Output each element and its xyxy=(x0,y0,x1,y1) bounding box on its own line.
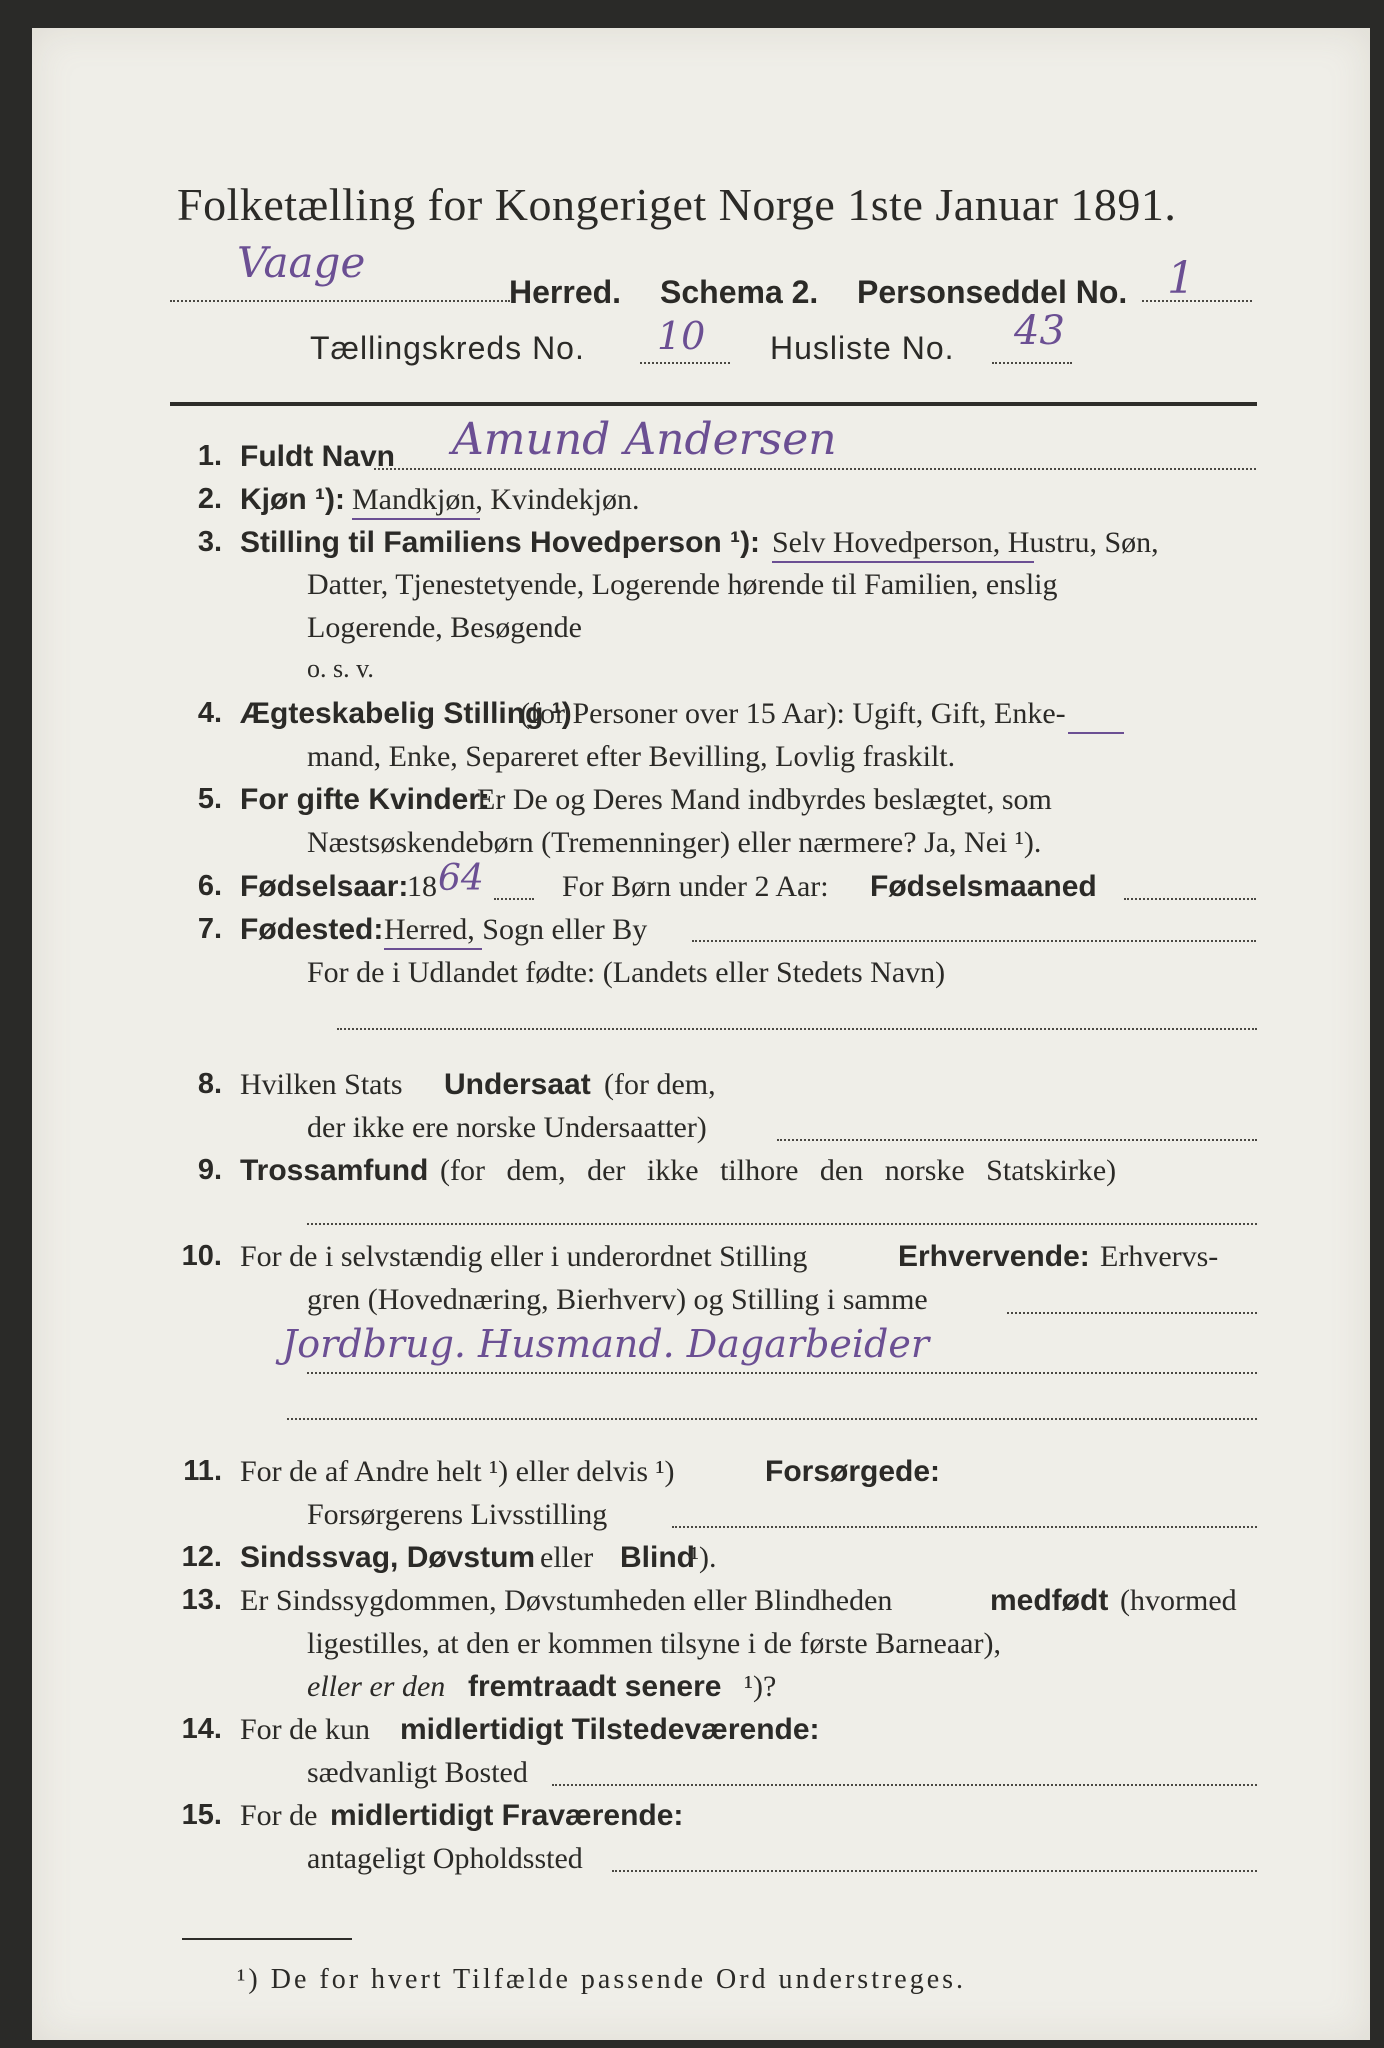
q3-line2: Datter, Tjenestetyende, Logerende hørende til Familien, enslig xyxy=(307,568,1058,601)
q14-line2: sædvanligt Bosted xyxy=(307,1756,528,1789)
q12-number: 12. xyxy=(181,1541,222,1573)
taellingskreds-dotted-line xyxy=(640,362,730,364)
taellingskreds-label: Tællingskreds No. xyxy=(310,330,585,366)
q14-dotted-line xyxy=(552,1784,1257,1786)
q6-dotted-line xyxy=(494,898,534,900)
q8-number: 8. xyxy=(197,1068,222,1100)
q1-label: Fuldt Navn xyxy=(240,440,395,473)
q10-text-b: Erhvervs- xyxy=(1100,1240,1219,1273)
census-form-page xyxy=(32,28,1370,2040)
q8-text-b: (for dem, xyxy=(604,1068,716,1101)
q3-number: 3. xyxy=(197,526,222,558)
header-rule xyxy=(170,402,1257,406)
q12-label2: Blind xyxy=(620,1541,695,1574)
q7-underline-herred xyxy=(384,948,482,950)
q11-text-a: For de af Andre helt ¹) eller delvis ¹) xyxy=(240,1455,675,1488)
herred-dotted-line xyxy=(170,300,510,302)
q2-label: Kjøn ¹): xyxy=(240,483,345,516)
q14-number: 14. xyxy=(181,1713,222,1745)
q5-label: For gifte Kvinder: xyxy=(240,783,491,816)
q10-dotted-line2 xyxy=(307,1372,1257,1374)
q8-dotted-line xyxy=(777,1139,1257,1141)
husliste-handwritten: 43 xyxy=(1014,308,1065,354)
q10-dotted-line3 xyxy=(287,1418,1257,1420)
q12-text-b: ¹). xyxy=(690,1541,717,1574)
q9-number: 9. xyxy=(197,1154,222,1186)
q10-label: Erhvervende: xyxy=(898,1240,1090,1273)
q13-line3b: fremtraadt senere xyxy=(468,1670,722,1703)
q14-text-a: For de kun xyxy=(240,1713,370,1746)
form-title: Folketælling for Kongeriget Norge 1ste Januar 1891. xyxy=(177,179,1177,230)
q7-number: 7. xyxy=(197,913,222,945)
q3-options: Selv Hovedperson, Hustru, Søn, xyxy=(772,526,1159,559)
q2-options: Mandkjøn, Kvindekjøn. xyxy=(352,483,640,516)
q1-answer-handwritten: Amund Andersen xyxy=(452,414,837,465)
q2-underline-mandkjon xyxy=(352,518,480,520)
q7-label: Fødested: xyxy=(240,913,384,946)
personseddel-dotted-line xyxy=(1142,300,1252,302)
q10-dotted-line xyxy=(1007,1312,1257,1314)
q11-line2: Forsørgerens Livsstilling xyxy=(307,1498,608,1531)
q5-number: 5. xyxy=(197,783,222,815)
q4-label: Ægteskabelig Stilling ¹) xyxy=(240,697,572,730)
q13-text-b: (hvormed xyxy=(1120,1584,1237,1617)
q10-text-a: For de i selvstændig eller i underordnet Stilling xyxy=(240,1240,808,1273)
footnote: ¹) De for hvert Tilfælde passende Ord understreges. xyxy=(237,1964,967,1995)
q9-text: (for dem, der ikke tilhore den norske Statskirke) xyxy=(440,1154,1117,1187)
q15-line2: antageligt Opholdssted xyxy=(307,1842,583,1875)
q13-number: 13. xyxy=(181,1584,222,1616)
q3-label: Stilling til Familiens Hovedperson ¹): xyxy=(240,526,761,559)
herred-handwritten: Vaage xyxy=(237,238,366,287)
q2-number: 2. xyxy=(197,483,222,515)
q3-line4: o. s. v. xyxy=(307,654,374,683)
q8-text-a: Hvilken Stats xyxy=(240,1068,403,1101)
q11-dotted-line xyxy=(672,1526,1257,1528)
q6-text2: For Børn under 2 Aar: xyxy=(562,870,829,903)
q10-number: 10. xyxy=(181,1240,222,1272)
q13-line3a: eller er den xyxy=(307,1670,446,1703)
q7-dotted-line2 xyxy=(337,1028,1257,1030)
q13-line2: ligestilles, at den er kommen tilsyne i de første Barneaar), xyxy=(307,1627,1001,1660)
husliste-label: Husliste No. xyxy=(770,330,955,366)
q14-label: midlertidigt Tilstedeværende: xyxy=(400,1713,820,1746)
q6-label2: Fødselsmaaned xyxy=(870,870,1097,903)
q9-dotted-line xyxy=(307,1223,1257,1225)
q5-line2: Næstsøskendebørn (Tremenninger) eller nærmere? Ja, Nei ¹). xyxy=(307,826,1042,859)
q7-options: Herred, Sogn eller By xyxy=(384,913,648,946)
taellingskreds-handwritten: 10 xyxy=(657,314,706,358)
q6-label: Fødselsaar: xyxy=(240,870,409,903)
q15-dotted-line xyxy=(612,1870,1257,1872)
q1-dotted-line xyxy=(374,468,1256,470)
q7-dotted-line xyxy=(692,940,1256,942)
q4-number: 4. xyxy=(197,697,222,729)
herred-label: Herred. xyxy=(509,274,622,310)
q12-text-a: eller xyxy=(540,1541,594,1574)
q10-line2: gren (Hovednæring, Bierhverv) og Stilling i samme xyxy=(307,1283,928,1316)
personseddel-handwritten: 1 xyxy=(1167,253,1195,304)
q15-label: midlertidigt Fraværende: xyxy=(330,1799,684,1832)
q4-underline-gift xyxy=(1068,732,1124,734)
q7-line2: For de i Udlandet fødte: (Landets eller Stedets Navn) xyxy=(307,956,946,989)
q13-line3c: ¹)? xyxy=(744,1670,777,1703)
q11-label: Forsørgede: xyxy=(765,1455,941,1488)
q15-number: 15. xyxy=(181,1799,222,1831)
q6-year-prefix: 18 xyxy=(407,870,437,903)
q6-number: 6. xyxy=(197,870,222,902)
husliste-dotted-line xyxy=(992,362,1072,364)
q12-label: Sindssvag, Døvstum xyxy=(240,1541,536,1574)
q3-line3: Logerende, Besøgende xyxy=(307,611,582,644)
q10-answer-handwritten: Jordbrug. Husmand. Dagarbeider xyxy=(282,1322,930,1366)
q5-question: Er De og Deres Mand indbyrdes beslægtet, som xyxy=(477,783,1052,816)
q13-label: medfødt xyxy=(990,1584,1109,1617)
schema-label: Schema 2. xyxy=(660,274,819,310)
q11-number: 11. xyxy=(183,1455,222,1487)
footnote-rule xyxy=(182,1938,352,1940)
personseddel-label: Personseddel No. xyxy=(857,274,1128,310)
q3-underline-selv xyxy=(772,561,1034,563)
q8-line2: der ikke ere norske Undersaatter) xyxy=(307,1111,707,1144)
q1-number: 1. xyxy=(197,440,222,472)
q6-month-dotted-line xyxy=(1124,898,1256,900)
q15-text-a: For de xyxy=(240,1799,318,1832)
q9-label: Trossamfund xyxy=(240,1154,429,1187)
q6-year-handwritten: 64 xyxy=(438,858,484,899)
q8-label: Undersaat xyxy=(444,1068,591,1101)
q4-line2: mand, Enke, Separeret efter Bevilling, Lovlig fraskilt. xyxy=(307,740,956,773)
q13-text-a: Er Sindssygdommen, Døvstumheden eller Blindheden xyxy=(240,1584,893,1617)
q4-options: (for Personer over 15 Aar): Ugift, Gift, Enke- xyxy=(520,697,1066,730)
